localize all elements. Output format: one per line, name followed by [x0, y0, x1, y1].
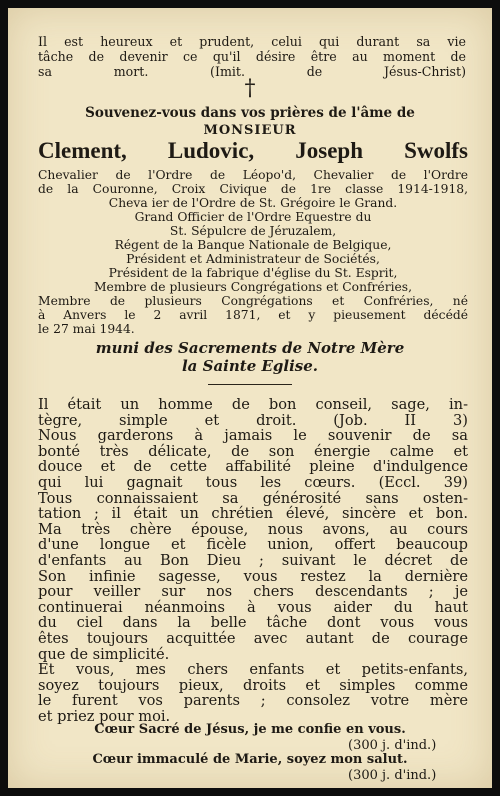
body-line: êtes toujours acquittée avec autant de courage: [38, 630, 468, 647]
prayer-immaculate-heart: Cœur immaculé de Marie, soyez mon salut.: [92, 752, 408, 767]
honorific: MONSIEUR: [203, 123, 297, 138]
divider: [208, 384, 292, 385]
body-line: tègre, simple et droit. (Job. II 3): [38, 411, 468, 429]
title-line: à Anvers le 2 avril 1871, et y pieusement décédé: [38, 308, 468, 322]
title-line: le 27 mai 1944.: [38, 322, 135, 336]
body-line: que de simplicité.: [38, 645, 170, 663]
sacraments-line: la Sainte Eglise.: [181, 357, 319, 375]
title-line: Membre de plusieurs Congrégations et Confréries, né: [38, 294, 468, 308]
body-line: le furent vos parents ; consolez votre mère: [38, 692, 468, 710]
title-line: Président et Administrateur de Sociétés,: [126, 252, 380, 266]
body-line: douce et de cette affabilité pleine d'indulgence: [38, 458, 468, 476]
body-line: bonté très délicate, de son énergie calme et: [38, 442, 468, 460]
title-line: Président de la fabrique d'église du St. Esprit,: [108, 266, 398, 280]
title-line: Chevalier de l'Ordre de Léopo'd, Chevalier de l'Ordre: [38, 168, 468, 182]
indulgence-note: (300 j. d'ind.): [348, 738, 437, 753]
sacraments-line: muni des Sacrements de Notre Mère: [95, 339, 405, 357]
body-line: Son infinie sagesse, vous restez la dernière: [38, 567, 468, 585]
quote-line: sa mort. (Imit. de Jésus-Christ): [38, 64, 466, 79]
body-line: d'une longue et ficèle union, offert beaucoup: [38, 536, 468, 554]
body-line: Ma très chère épouse, nous avons, au cours: [38, 520, 468, 538]
body-line: du ciel dans la belle tâche dont vous vous: [38, 614, 468, 632]
deceased-name: Clement, Ludovic, Joseph Swolfs: [38, 138, 468, 163]
body-line: Tous connaissaient sa générosité sans osten-: [38, 489, 468, 507]
title-line: Cheva ier de l'Ordre de St. Grégoire le Grand.: [108, 196, 398, 210]
body-line: continuerai néanmoins à vous aider du haut: [38, 598, 468, 616]
body-line: Nous garderons à jamais le souvenir de sa: [38, 427, 468, 445]
title-line: St. Sépulcre de Jéruzalem,: [169, 224, 337, 238]
title-line: Grand Officier de l'Ordre Equestre du: [134, 210, 372, 224]
body-line: Et vous, mes chers enfants et petits-enfants,: [38, 661, 468, 679]
body-line: pour veiller sur nos chers descendants ; je: [38, 583, 468, 601]
body-line: Il était un homme de bon conseil, sage, in-: [38, 396, 468, 413]
body-line: et priez pour moi.: [38, 708, 171, 725]
quote-line: tâche de devenir ce qu'il désire être au moment de: [38, 49, 466, 64]
remembrance-heading: Souvenez-vous dans vos prières de l'âme de: [85, 105, 415, 121]
memorial-card: [8, 8, 492, 788]
prayer-sacred-heart: Cœur Sacré de Jésus, je me confie en vous.: [94, 722, 406, 737]
body-line: soyez toujours pieux, droits et simples comme: [38, 676, 468, 694]
cross-icon: †: [244, 76, 256, 101]
body-line: d'enfants au Bon Dieu ; suivant le décret de: [38, 552, 468, 569]
title-line: de la Couronne, Croix Civique de 1re classe 1914-1918,: [38, 182, 468, 196]
title-line: Membre de plusieurs Congrégations et Confréries,: [93, 280, 413, 294]
title-line: Régent de la Banque Nationale de Belgique,: [114, 238, 392, 252]
body-line: tation ; il était un chrétien élevé, sincère et bon.: [38, 505, 468, 523]
indulgence-note: (300 j. d'ind.): [348, 768, 437, 783]
body-line: qui lui gagnait tous les cœurs. (Eccl. 39): [38, 474, 468, 491]
quote-line: Il est heureux et prudent, celui qui durant sa vie: [38, 34, 466, 49]
